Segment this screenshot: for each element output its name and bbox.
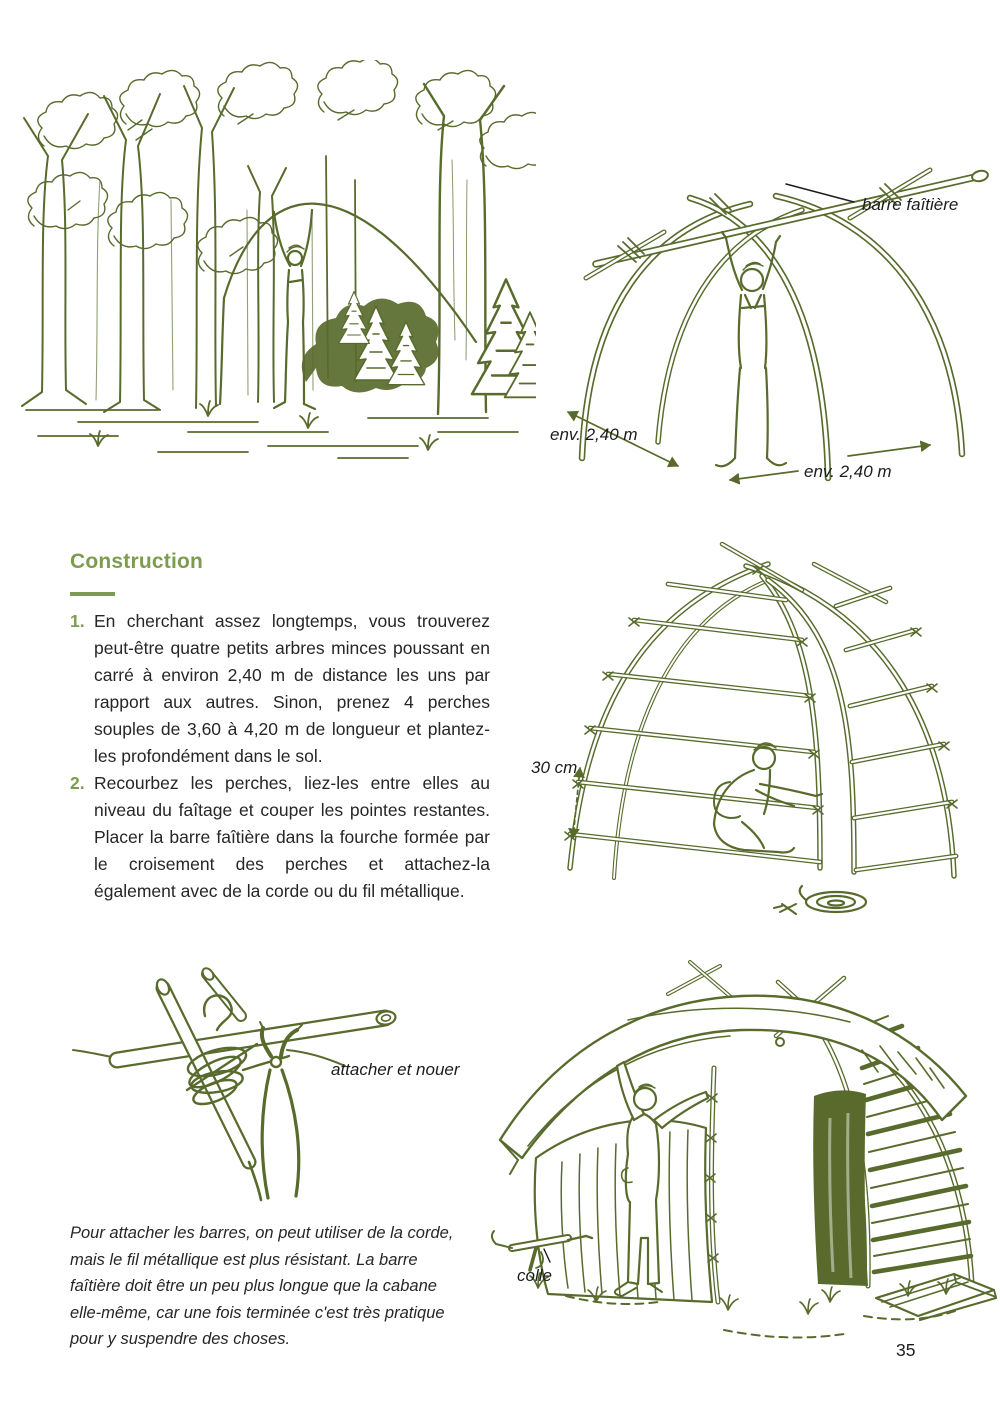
forest-illustration [8, 60, 536, 464]
list-item [70, 770, 490, 905]
figure-forest [8, 60, 536, 464]
wire-coil [800, 886, 866, 912]
hut-ribs [570, 544, 954, 878]
instruction-list [70, 608, 490, 905]
item-number: 1. [70, 611, 85, 631]
page-number: 35 [896, 1340, 916, 1360]
hut-rungs [570, 584, 956, 870]
heading-rule [70, 592, 115, 596]
arch-poles [582, 196, 962, 478]
folded-tarp [876, 1274, 996, 1320]
section-heading: Construction [70, 550, 204, 573]
item-text: Recourbez les perches, liez-les entre elles au niveau du faîtage et couper les pointes restantes. Placer la barre faîtière dans la fourche formée par le croisement des perches et attachez-la également avec de la corde ou du fil métallique. [94, 773, 490, 901]
list-item [70, 608, 490, 770]
tarp-hut-illustration [478, 948, 998, 1352]
lattice-hut-illustration [518, 526, 990, 932]
figure-lashing-closeup [65, 958, 480, 1216]
forest-canopy [28, 60, 536, 274]
lashing-illustration [65, 958, 480, 1216]
pliers [260, 1022, 345, 1198]
item-text: En cherchant assez longtemps, vous trouverez peut-être quatre petits arbres minces poussant en carré à environ 2,40 m de distance les uns par rapport aux autres. Sinon, prenez 4 perches souples de 3,60 à 4,20 m de longueur et plantez-les profondément dans le sol. [94, 611, 490, 766]
figure-arch-frame [530, 140, 995, 500]
secateurs [774, 904, 796, 914]
lashing-caption: attacher et nouer [331, 1060, 460, 1079]
figure-tarp-hut [478, 948, 998, 1352]
horizontal-pole [117, 1010, 396, 1060]
dimension-left-label: env. 2,40 m [550, 425, 638, 444]
dimension-right-label: env. 2,40 m [804, 462, 892, 481]
note-paragraph: Pour attacher les barres, on peut utiliser de la corde, mais le fil métallique est plus résistant. La barre faîtière doit être un peu plus longue que la cabane elle-même, car une fois terminée c'est très pratique pour y suspendre des choses. [70, 1224, 454, 1348]
construction-section [70, 550, 490, 905]
doorway [813, 1090, 868, 1286]
arch-frame-illustration [530, 140, 995, 500]
ridge-bar-label: barre faîtière [862, 195, 959, 214]
forest-ground [26, 401, 518, 458]
grommet [776, 1038, 784, 1046]
glue-label: colle [517, 1266, 552, 1285]
spacing-label: 30 cm [531, 758, 578, 777]
item-number: 2. [70, 773, 85, 793]
forest-firs [339, 279, 536, 397]
figure-lattice-hut [518, 526, 990, 932]
